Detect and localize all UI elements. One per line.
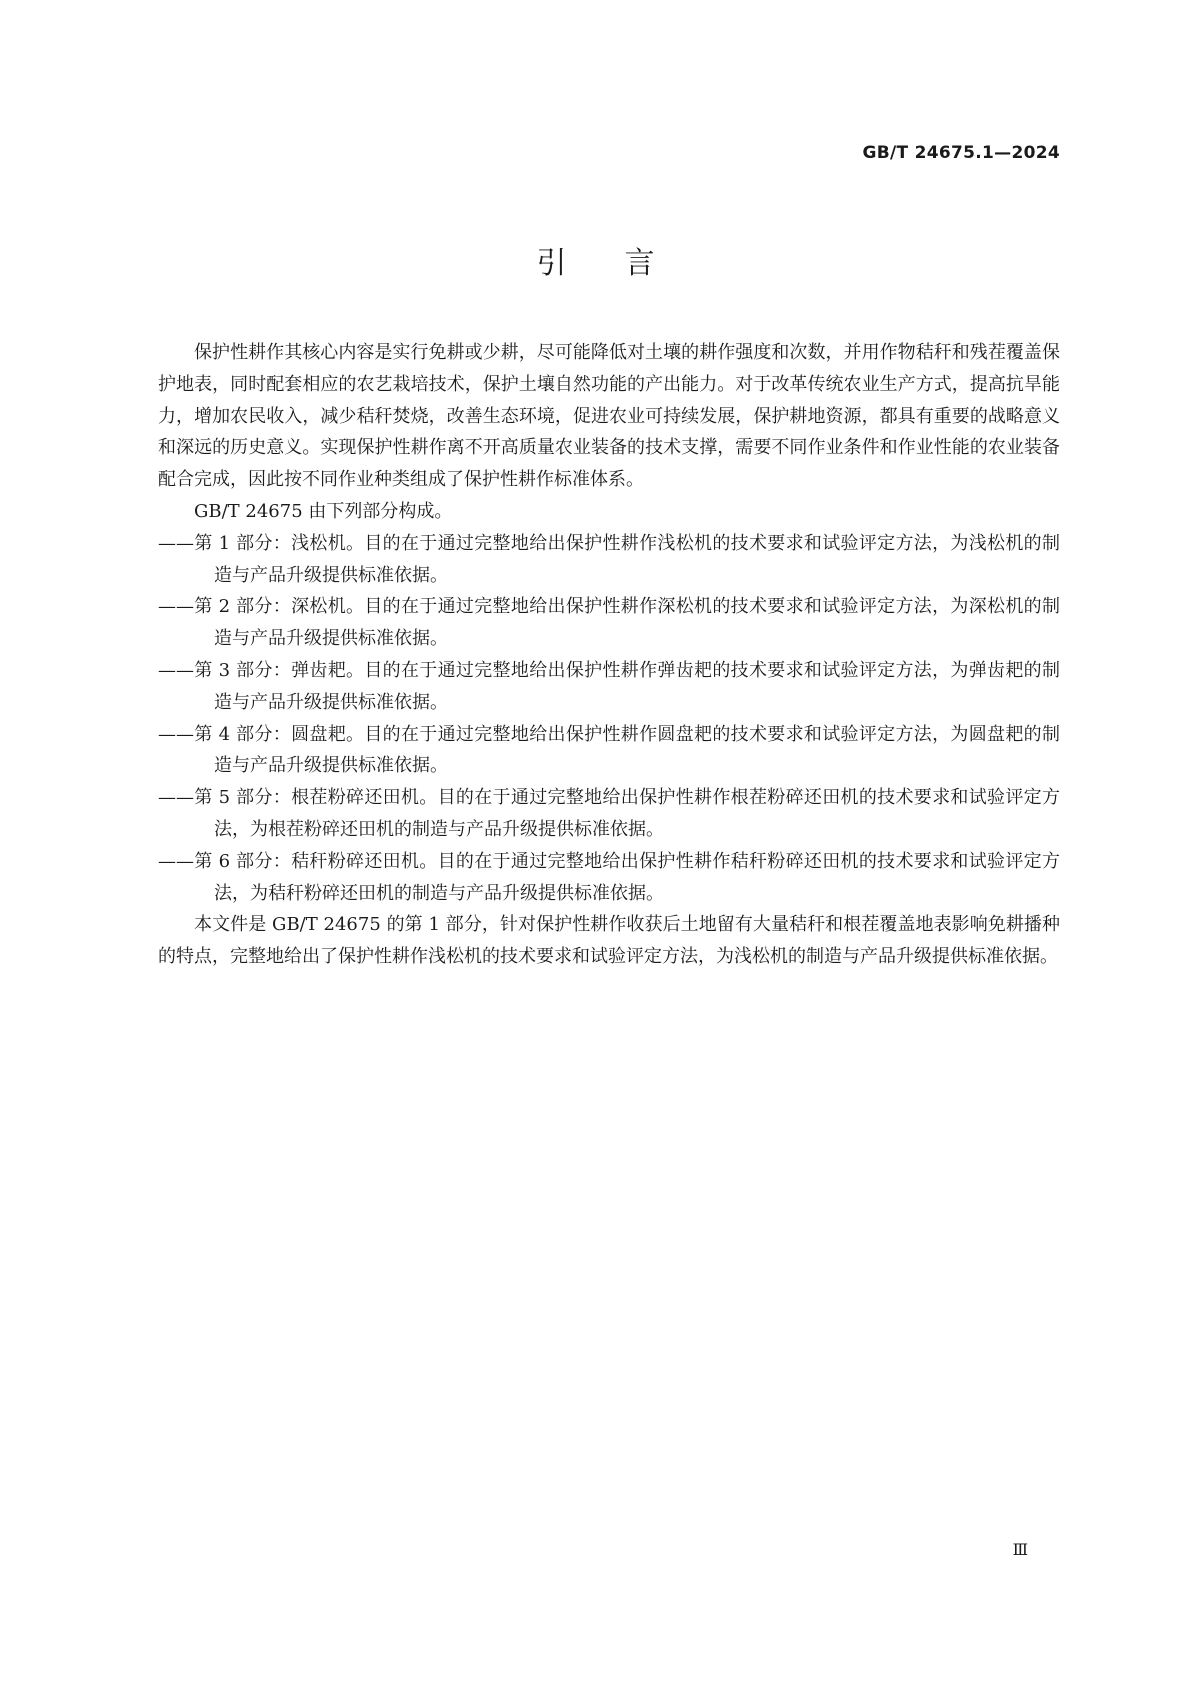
list-item-text: 第 6 部分：秸秆粉碎还田机。目的在于通过完整地给出保护性耕作秸秆粉碎还田机的技术要求和试验评定方法，为秸秆粉碎还田机的制造与产品升级提供标准依据。	[194, 850, 1060, 904]
list-dash: ——	[158, 532, 194, 554]
list-item-part-5	[158, 782, 1060, 846]
body-text	[158, 337, 1060, 973]
list-dash: ——	[158, 596, 194, 618]
closing-paragraph: 本文件是 GB/T 24675 的第 1 部分，针对保护性耕作收获后土地留有大量秸秆和根茬覆盖地表影响免耕播种的特点，完整地给出了保护性耕作浅松机的技术要求和试验评定方法，为浅松机的制造与产品升级提供标准依据。	[158, 914, 1060, 968]
list-dash: ——	[158, 723, 194, 745]
list-item-text: 第 4 部分：圆盘耙。目的在于通过完整地给出保护性耕作圆盘耙的技术要求和试验评定方法，为圆盘耙的制造与产品升级提供标准依据。	[194, 723, 1060, 777]
list-dash: ——	[158, 787, 194, 809]
list-item-text: 第 3 部分：弹齿耙。目的在于通过完整地给出保护性耕作弹齿耙的技术要求和试验评定方法，为弹齿耙的制造与产品升级提供标准依据。	[194, 659, 1060, 713]
list-item-text: 第 2 部分：深松机。目的在于通过完整地给出保护性耕作深松机的技术要求和试验评定方法，为深松机的制造与产品升级提供标准依据。	[194, 596, 1060, 650]
parts-intro: GB/T 24675 由下列部分构成。	[194, 500, 453, 522]
list-item-part-4	[158, 719, 1060, 783]
list-dash: ——	[158, 659, 194, 681]
page-title: 引言	[536, 246, 713, 281]
list-dash: ——	[158, 850, 194, 872]
list-item-text: 第 1 部分：浅松机。目的在于通过完整地给出保护性耕作浅松机的技术要求和试验评定方法，为浅松机的制造与产品升级提供标准依据。	[194, 532, 1060, 586]
list-item-part-6	[158, 846, 1060, 910]
list-item-part-1	[158, 528, 1060, 592]
document-code: GB/T 24675.1—2024	[862, 143, 1060, 163]
intro-paragraph: 保护性耕作其核心内容是实行免耕或少耕，尽可能降低对土壤的耕作强度和次数，并用作物秸秆和残茬覆盖保护地表，同时配套相应的农艺栽培技术，保护土壤自然功能的产出能力。对于改革传统农业生产方式，提高抗旱能力，增加农民收入，减少秸秆焚烧，改善生态环境，促进农业可持续发展，保护耕地资源，都具有重要的战略意义和深远的历史意义。实现保护性耕作离不开高质量农业装备的技术支撑，需要不同作业条件和作业性能的农业装备配合完成，因此按不同作业种类组成了保护性耕作标准体系。	[158, 342, 1060, 491]
page-number: Ⅲ	[1012, 1540, 1028, 1559]
list-item-part-2	[158, 591, 1060, 655]
list-item-text: 第 5 部分：根茬粉碎还田机。目的在于通过完整地给出保护性耕作根茬粉碎还田机的技术要求和试验评定方法，为根茬粉碎还田机的制造与产品升级提供标准依据。	[194, 787, 1060, 840]
list-item-part-3	[158, 655, 1060, 719]
